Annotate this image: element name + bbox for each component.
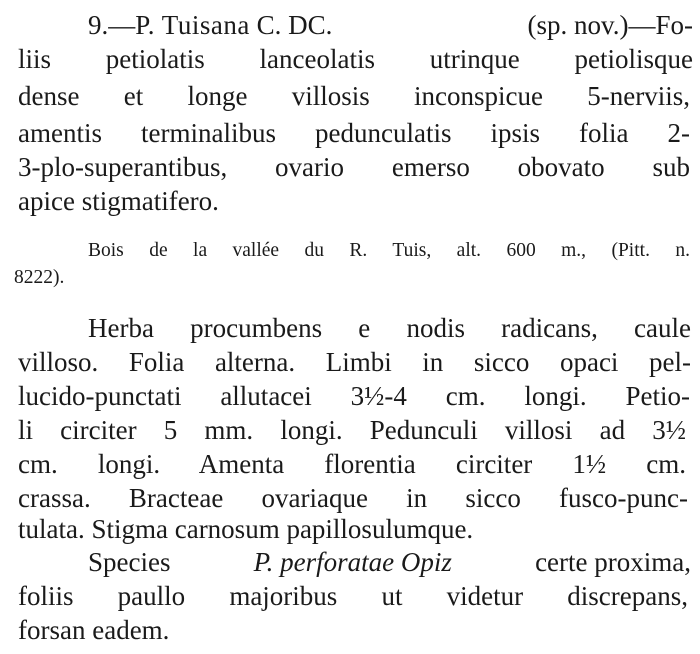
description-line-6: apice stigmatifero. [18,186,219,216]
remarks-line-7: tulata. Stigma carnosum papillosulumque. [18,514,474,544]
remarks-line-4: li circiter 5 mm. longi. Pedunculi villosi ad 3½ [18,415,686,445]
heading-number: 9.— [88,10,136,40]
remarks-line-2: villoso. Folia alterna. Limbi in sicco opaci pel- [18,347,691,377]
comparison-rest: certe proxima, [535,547,691,577]
remarks-line-5: cm. longi. Amenta florentia circiter 1½ cm. [18,449,686,479]
locality-line-1: Bois de la vallée du R. Tuis, alt. 600 m., (Pitt. n. [88,240,690,261]
species-author: C. DC. [256,10,333,40]
remarks-line-6: crassa. Bracteae ovariaque in sicco fusco-punc- [18,483,688,513]
comparison-line-3: forsan eadem. [18,615,170,645]
locality-line-2: 8222). [14,267,65,288]
comparison-line-2: foliis paullo majoribus ut videtur discrepans, [18,581,688,611]
heading-group [88,12,332,39]
comparison-lead: Species [88,547,171,577]
description-line-3: dense et longe villosis inconspicue 5-nerviis, [18,81,690,111]
comparison-line-1 [88,549,691,576]
description-line-1-tail: Fo- [655,10,693,40]
note-group [527,12,693,39]
description-line-1 [88,12,693,39]
species-name: P. Tuisana [135,10,250,40]
remarks-line-3: lucido-punctati allutacei 3½-4 cm. longi. Petio- [18,381,690,411]
remarks-line-1: Herba procumbens e nodis radicans, caule [88,313,691,343]
description-line-5: 3-plo-superantibus, ovario emerso obovato sub [18,152,690,182]
comparison-taxon: P. perforatae Opiz [253,547,452,577]
description-line-4: amentis terminalibus pedunculatis ipsis folia 2- [18,118,690,148]
species-note: (sp. nov.)— [527,10,656,40]
description-line-2: liis petiolatis lanceolatis utrinque petiolisque [18,44,693,74]
